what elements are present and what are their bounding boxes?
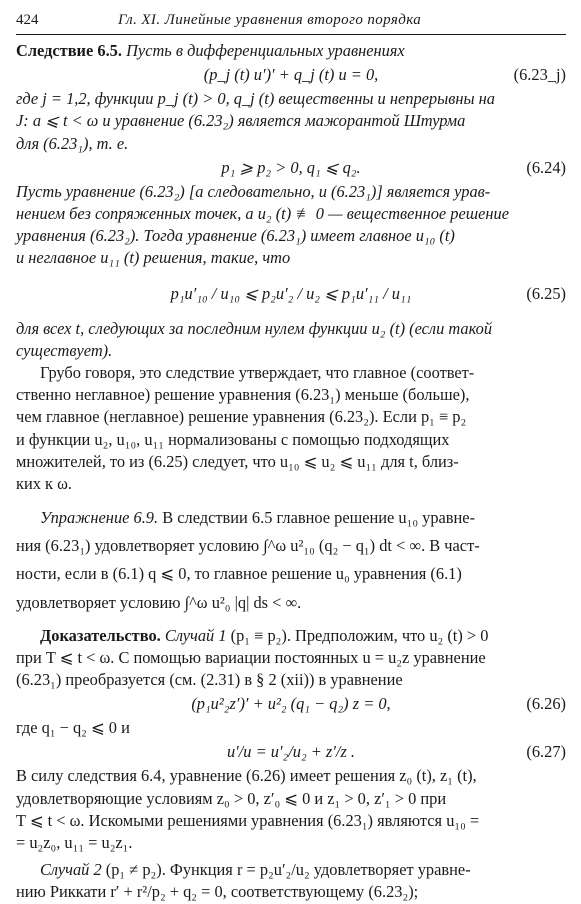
equation-number: (6.23_j) (513, 65, 566, 85)
exercise-paragraph (16, 507, 566, 529)
text-line: ния (6.23₁) удовлетворяет условию ∫^ω u²₁₀ (q₂ − q₁) dt < ∞. В част- (16, 536, 480, 556)
equation-6-23j (16, 62, 566, 88)
proof-paragraph (16, 859, 566, 903)
corollary-intro (16, 40, 566, 62)
page-number: 424 (16, 12, 39, 28)
text-line: T ⩽ t < ω. Искомыми решениями уравнения (6.23₁) являются u₁₀ = (16, 810, 480, 830)
corollary-line: Пусть в дифференциальных уравнениях (126, 41, 405, 60)
equation-6-26 (16, 691, 566, 717)
text-line: нением без сопряженных точек, а u₂ (t) ≢ 0 — вещественное решение (16, 204, 509, 224)
text-line: В следствии 6.5 главное решение u₁₀ уравне- (162, 508, 476, 528)
equation-body: p₁u′₁₀ / u₁₀ ⩽ p₂u′₂ / u₂ ⩽ p₁u′₁₁ / u₁₁ (170, 283, 412, 303)
text-line: ственно неглавное) решение уравнения (6.23₁) меньше (больше), (16, 385, 470, 405)
text-line: нию Риккати r′ + r²/p₂ + q₂ = 0, соответствующему (6.23₂); (16, 882, 419, 902)
text-line: где j = 1,2, функции p_j (t) > 0, q_j (t) вещественны и непрерывны на (16, 89, 495, 109)
equation-number: (6.25) (526, 283, 566, 303)
text-line: удовлетворяет условию ∫^ω u²₀ |q| ds < ∞. (16, 592, 302, 612)
text-line: Пусть уравнение (6.23₂) [а следовательно, и (6.23₁)] является урав- (16, 181, 491, 201)
remark-paragraph (16, 362, 566, 495)
text-line: чем главное (неглавное) решение уравнения (6.23₂). Если p₁ ≡ p₂ (16, 407, 467, 427)
equation-number: (6.27) (526, 742, 566, 762)
exercise-line-integral (16, 586, 566, 620)
text-line: удовлетворяющие условиям z₀ > 0, z′₀ ⩽ 0 и z₁ > 0, z′₁ > 0 при (16, 788, 447, 808)
equation-body: (p₁u²₂z′)′ + u²₂ (q₁ − q₂) z = 0, (191, 694, 391, 714)
text-line: (p₁ ≠ p₂). Функция r = p₂u′₂/u₂ удовлетворяет уравне- (105, 860, 471, 880)
text-line: где q₁ − q₂ ⩽ 0 и (16, 718, 130, 738)
equation-body: u′/u = u′₂/u₂ + z′/z . (226, 742, 356, 762)
text-line: множителей, то из (6.25) следует, что u₁₀ ⩽ u₂ ⩽ u₁₁ для t, близ- (16, 451, 459, 471)
text-line: уравнения (6.23₂). Тогда уравнение (6.23₁) имеет главное u₁₀ (t) (16, 226, 455, 246)
running-header (16, 10, 566, 35)
corollary-title: Следствие 6.5. (16, 41, 122, 60)
corollary-paragraph (16, 181, 566, 270)
case-label: Случай 1 (164, 625, 227, 645)
text-line: Грубо говоря, это следствие утверждает, что главное (соответ- (40, 363, 475, 383)
equation-6-27 (16, 739, 566, 765)
text-line: (6.23₁) преобразуется (см. (2.31) в § 2 (xii)) в уравнение (16, 670, 403, 690)
equation-number: (6.26) (526, 694, 566, 714)
text-line: (p₁ ≡ p₂). Предположим, что u₂ (t) > 0 (230, 625, 489, 645)
corollary-paragraph (16, 88, 566, 155)
proof-paragraph (16, 625, 566, 692)
exercise-line-integral (16, 529, 566, 563)
text-line: для (6.23₁), т. е. (16, 133, 129, 153)
text-line: В силу следствия 6.4, уравнение (6.26) имеет решения z₀ (t), z₁ (t), (16, 766, 477, 786)
running-title: Гл. XI. Линейные уравнения второго порядка (118, 12, 422, 28)
text-line: и неглавное u₁₁ (t) решения, такие, что (16, 248, 291, 268)
text-line: для всех t, следующих за последним нулем функции u₂ (t) (если такой (16, 318, 493, 338)
equation-6-25 (16, 270, 566, 318)
text-line: ности, если в (6.1) q ⩽ 0, то главное решение u₀ уравнения (6.1) (16, 564, 462, 584)
equation-body: p₁ ⩾ p₂ > 0, q₁ ⩽ q₂. (221, 157, 361, 177)
proof-title: Доказательство. (40, 625, 161, 645)
proof-paragraph (16, 765, 566, 854)
corollary-paragraph (16, 318, 566, 362)
case-label: Случай 2 (40, 860, 102, 880)
equation-body: (p_j (t) u′)′ + q_j (t) u = 0, (203, 65, 379, 85)
text-line: и функции u₂, u₁₀, u₁₁ нормализованы с помощью подходящих (16, 429, 450, 449)
text-line: J: a ⩽ t < ω и уравнение (6.23₂) является мажорантой Штурма (16, 111, 466, 131)
text-line: ких к ω. (16, 474, 72, 494)
exercise-title: Упражнение 6.9. (40, 508, 159, 528)
proof-line (16, 717, 566, 739)
exercise-line (16, 563, 566, 585)
equation-6-24 (16, 155, 566, 181)
text-line: = u₂z₀, u₁₁ = u₂z₁. (16, 833, 133, 853)
equation-number: (6.24) (526, 157, 566, 177)
text-line: существует). (16, 340, 113, 360)
text-line: при T ⩽ t < ω. С помощью вариации постоянных u = u₂z уравнение (16, 647, 486, 667)
book-page (16, 10, 566, 904)
